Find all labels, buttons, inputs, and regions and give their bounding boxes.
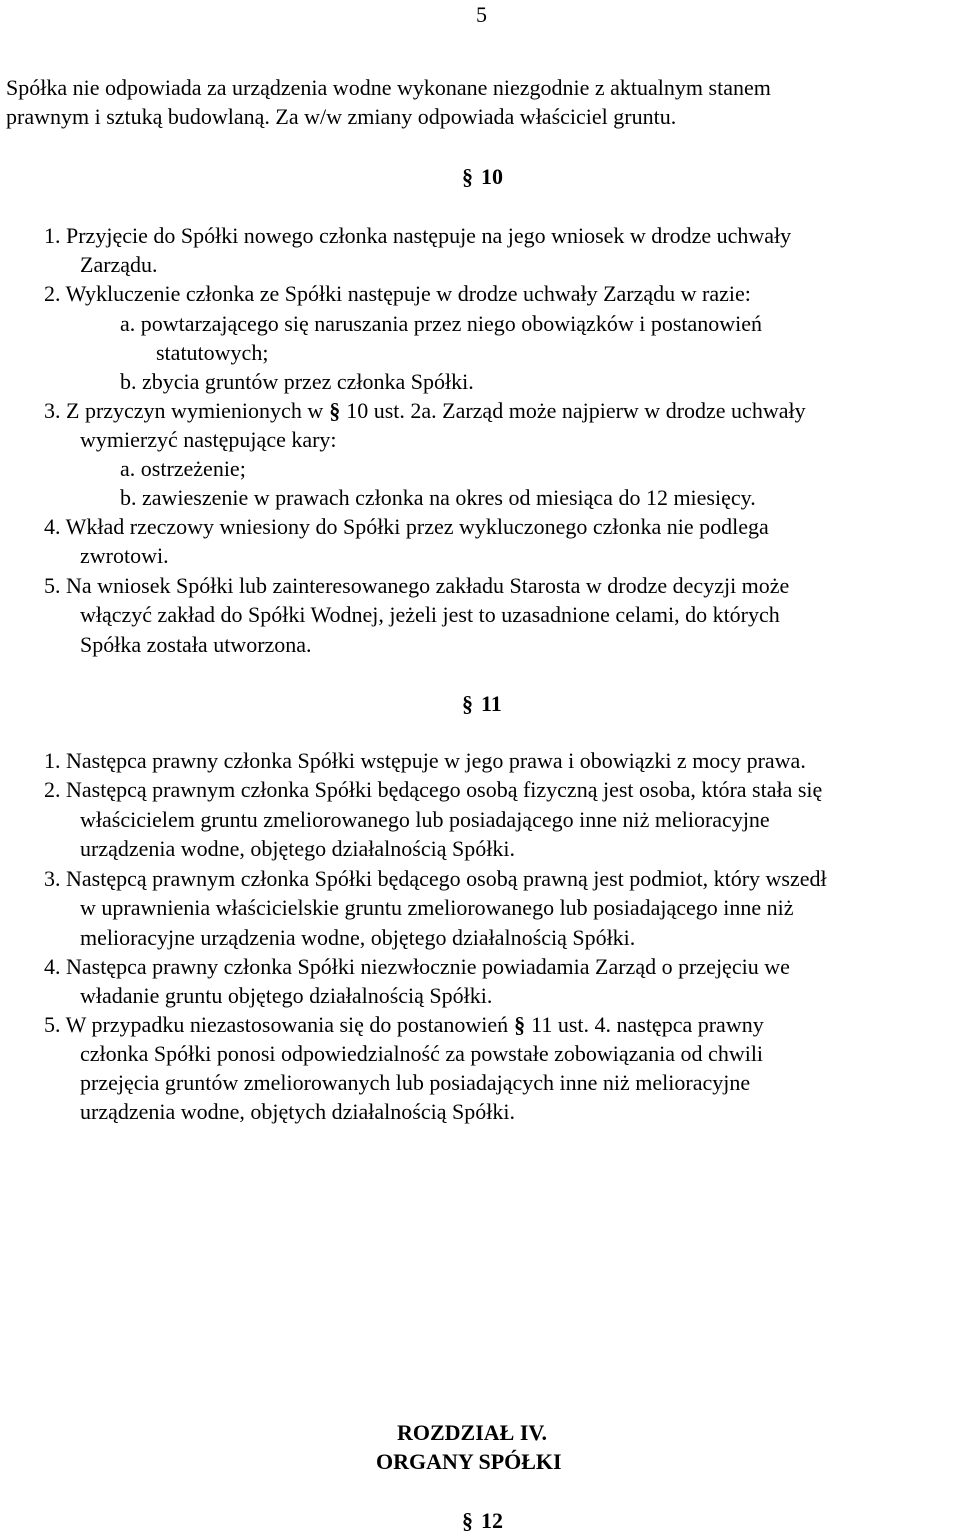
- section-symbol: §: [462, 1508, 473, 1533]
- section-symbol: §: [462, 164, 473, 189]
- section-symbol: §: [329, 398, 341, 423]
- sec10-item-2: 2. Wykluczenie członka ze Spółki następuje w drodze uchwały Zarządu w razie:: [44, 281, 751, 306]
- chapter-subtitle: ORGANY SPÓŁKI: [376, 1449, 562, 1474]
- sec11-item-5-pre: 5. W przypadku niezastosowania się do postanowień: [44, 1012, 509, 1037]
- sec11-item-4-cont: władanie gruntu objętego działalnością Spółki.: [80, 983, 493, 1008]
- sec10-item-3-post: 10 ust. 2a. Zarząd może najpierw w drodze uchwały: [346, 398, 806, 423]
- sec10-item-5: 5. Na wniosek Spółki lub zainteresowanego zakładu Starosta w drodze decyzji może: [44, 573, 790, 598]
- section-11-heading: [462, 689, 502, 718]
- section-symbol: §: [514, 1012, 526, 1037]
- intro-line-1: Spółka nie odpowiada za urządzenia wodne wykonane niezgodnie z aktualnym stanem: [6, 75, 771, 100]
- section-number: 12: [481, 1508, 503, 1533]
- intro-line-2: prawnym i sztuką budowlaną. Za w/w zmiany odpowiada właściciel gruntu.: [6, 104, 677, 129]
- sec11-item-3-cont-2: melioracyjne urządzenia wodne, objętego działalnością Spółki.: [80, 925, 636, 950]
- sec11-item-5-post: 11 ust. 4. następca prawny: [531, 1012, 764, 1037]
- sec10-item-4-cont: zwrotowi.: [80, 543, 169, 568]
- sec11-item-4: 4. Następca prawny członka Spółki niezwłocznie powiadamia Zarząd o przejęciu we: [44, 954, 790, 979]
- sec11-item-3-cont-1: w uprawnienia właścicielskie gruntu zmeliorowanego lub posiadającego inne niż: [80, 895, 794, 920]
- sec11-item-2-cont-2: urządzenia wodne, objętego działalnością Spółki.: [80, 836, 515, 861]
- sec10-item-3b: b. zawieszenie w prawach członka na okres od miesiąca do 12 miesięcy.: [120, 485, 756, 510]
- section-12-heading: [462, 1506, 503, 1535]
- chapter-title: ROZDZIAŁ IV.: [397, 1420, 547, 1445]
- sec11-item-2: 2. Następcą prawnym członka Spółki będącego osobą fizyczną jest osoba, która stała się: [44, 777, 823, 802]
- section-number: 11: [481, 691, 502, 716]
- sec10-item-4: 4. Wkład rzeczowy wniesiony do Spółki przez wykluczonego członka nie podlega: [44, 514, 769, 539]
- sec11-item-5-cont-3: urządzenia wodne, objętych działalnością Spółki.: [80, 1099, 515, 1124]
- page-number: 5: [476, 2, 487, 27]
- sec11-item-5: [44, 1010, 764, 1039]
- sec10-item-2a: a. powtarzającego się naruszania przez niego obowiązków i postanowień: [120, 311, 763, 336]
- sec10-item-5-cont-2: Spółka została utworzona.: [80, 632, 312, 657]
- sec11-item-5-cont-2: przejęcia gruntów zmeliorowanych lub posiadających inne niż melioracyjne: [80, 1070, 751, 1095]
- sec10-item-3a: a. ostrzeżenie;: [120, 456, 246, 481]
- sec11-item-1: 1. Następca prawny członka Spółki wstępuje w jego prawa i obowiązki z mocy prawa.: [44, 748, 806, 773]
- section-symbol: §: [462, 691, 473, 716]
- sec11-item-2-cont-1: właścicielem gruntu zmeliorowanego lub posiadającego inne niż melioracyjne: [80, 807, 770, 832]
- sec10-item-3: [44, 396, 806, 425]
- sec10-item-3-cont: wymierzyć następujące kary:: [80, 427, 337, 452]
- sec11-item-5-cont-1: członka Spółki ponosi odpowiedzialność za powstałe zobowiązania od chwili: [80, 1041, 764, 1066]
- sec10-item-2a-cont: statutowych;: [156, 340, 269, 365]
- sec10-item-3-pre: 3. Z przyczyn wymienionych w: [44, 398, 324, 423]
- sec11-item-3: 3. Następcą prawnym członka Spółki będącego osobą prawną jest podmiot, który wszedł: [44, 866, 827, 891]
- sec10-item-1: 1. Przyjęcie do Spółki nowego członka następuje na jego wniosek w drodze uchwały: [44, 223, 792, 248]
- sec10-item-5-cont-1: włączyć zakład do Spółki Wodnej, jeżeli jest to uzasadnione celami, do których: [80, 602, 780, 627]
- section-10-heading: [462, 162, 503, 191]
- sec10-item-1-cont: Zarządu.: [80, 252, 158, 277]
- sec10-item-2b: b. zbycia gruntów przez członka Spółki.: [120, 369, 474, 394]
- section-number: 10: [481, 164, 503, 189]
